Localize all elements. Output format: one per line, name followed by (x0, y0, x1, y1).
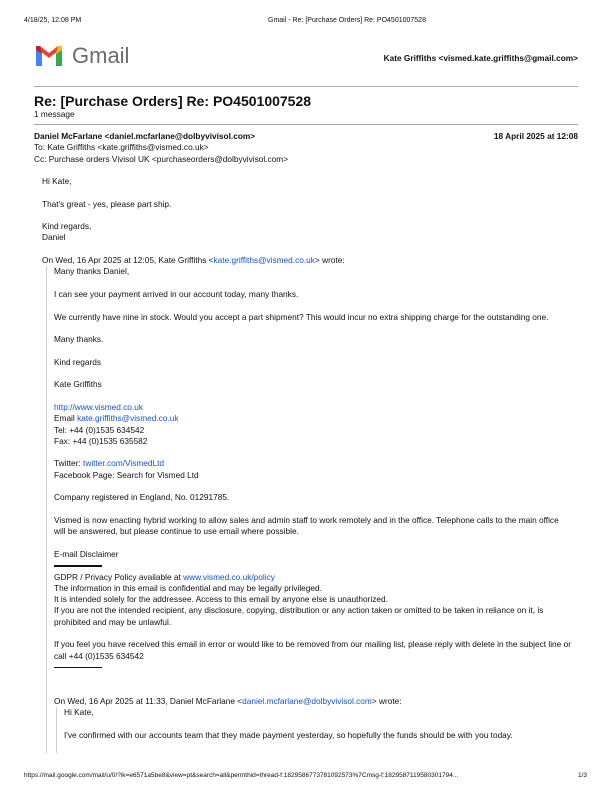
body-line: That's great - yes, please part ship. (42, 198, 172, 209)
disclaimer-line: If you are not the intended recipient, any disclosure, copying, distribution or any action taken or omitted to be taken in reliance on it, is prohibited and may be unlawful. (54, 605, 544, 627)
quote-header (42, 255, 578, 266)
signer: Daniel (42, 232, 66, 243)
twitter-link[interactable]: twitter.com/VismedLtd (83, 458, 165, 469)
account-label: Kate Griffiths <vismed.kate.griffiths@gmail.com> (383, 53, 578, 63)
separator (54, 565, 102, 567)
quote-header-text: > wrote: (371, 696, 402, 707)
quote-email-link[interactable]: kate.griffiths@vismed.co.uk (213, 255, 315, 266)
website-link[interactable]: http://www.vismed.co.uk (54, 401, 143, 412)
gmail-logo (34, 44, 129, 68)
policy-link[interactable]: www.vismed.co.uk/policy (183, 571, 275, 582)
disclaimer-line: If you feel you have received this email in error or would like to be removed from our mailing list, please reply with delete in the subject line or call +44 (0)1535 634542 (54, 639, 571, 661)
print-datetime: 4/18/25, 12:08 PM (24, 17, 82, 24)
quote-header-text: On Wed, 16 Apr 2025 at 11:33, Daniel McFarlane < (54, 696, 243, 707)
quote-line: I can see your payment arrived in our account today, many thanks. (54, 288, 299, 299)
disclaimer-title: E-mail Disclaimer (54, 548, 119, 559)
quote-line: Many thanks Daniel, (54, 266, 130, 277)
gdpr-label: GDPR / Privacy Policy available at (54, 571, 184, 582)
quote-header-text: > wrote: (314, 255, 345, 266)
page-number: 1/3 (578, 770, 587, 781)
brand-name: Gmail (72, 43, 130, 68)
email-link[interactable]: kate.griffiths@vismed.co.uk (77, 413, 179, 424)
quote-line: I've confirmed with our accounts team that they made payment yesterday, so hopefully the funds should be with you today. (64, 729, 513, 740)
sender: Daniel McFarlane <daniel.mcfarlane@dolbyvivisol.com> (34, 131, 256, 141)
quote-header (54, 696, 571, 707)
quote-line: We currently have nine in stock. Would you accept a part shipment? This would incur no extra shipping charge for the outstanding one. (54, 311, 549, 322)
quote-line: Kate Griffiths (54, 379, 102, 390)
separator (54, 667, 102, 669)
twitter-label: Twitter: (54, 458, 84, 469)
thread-subject: Re: [Purchase Orders] Re: PO4501007528 (34, 93, 312, 109)
telephone: Tel: +44 (0)1535 634542 (54, 424, 145, 435)
gmail-m-icon (34, 44, 64, 68)
quote-line: Kind regards (54, 356, 102, 367)
message-date: 18 April 2025 at 12:08 (493, 131, 578, 141)
fax: Fax: +44 (0)1535 635582 (54, 435, 148, 446)
divider (34, 124, 578, 125)
message-count: 1 message (34, 109, 75, 119)
quoted-message (56, 707, 571, 752)
recipient-to: To: Kate Griffiths <kate.griffiths@vismed.co.uk> (34, 142, 209, 153)
hybrid-notice: Vismed is now enacting hybrid working to allow sales and admin staff to work remotely and in the office. Telephone calls to the main office will be answered, but please continue to use email where possible. (54, 514, 559, 537)
print-title: Gmail - Re: [Purchase Orders] Re: PO4501007528 (268, 17, 426, 24)
disclaimer-line: It is intended solely for the addressee. Access to this email by anyone else is unauthorized. (54, 594, 388, 605)
greeting: Hi Kate, (42, 176, 72, 186)
facebook: Facebook Page: Search for Vismed Ltd (54, 469, 199, 480)
message-header (34, 131, 578, 165)
quote-line: Many thanks. (54, 334, 104, 345)
quoted-message (46, 266, 571, 752)
print-url: https://mail.google.com/mail/u/0/?ik=e6571a5be8&view=pt&search=all&permthid=thread-f:1829586773781092573%7Cmsg-f:1829587119580301794... (24, 770, 564, 781)
recipient-cc: Cc: Purchase orders Vivisol UK <purchaseorders@dolbyvivisol.com> (34, 153, 289, 164)
quote-email-link[interactable]: daniel.mcfarlane@dolbyvivisol.com (242, 696, 372, 707)
quote-line: Hi Kate, (64, 707, 94, 718)
email-label: Email (54, 413, 78, 424)
divider (34, 86, 578, 87)
disclaimer-line: The information in this email is confidential and may be legally privileged. (54, 582, 322, 593)
message-body (42, 176, 578, 753)
quote-header-text: On Wed, 16 Apr 2025 at 12:05, Kate Griffiths < (42, 255, 214, 266)
signoff: Kind regards, (42, 221, 92, 232)
company-registration: Company registered in England, No. 01291785. (54, 492, 230, 503)
